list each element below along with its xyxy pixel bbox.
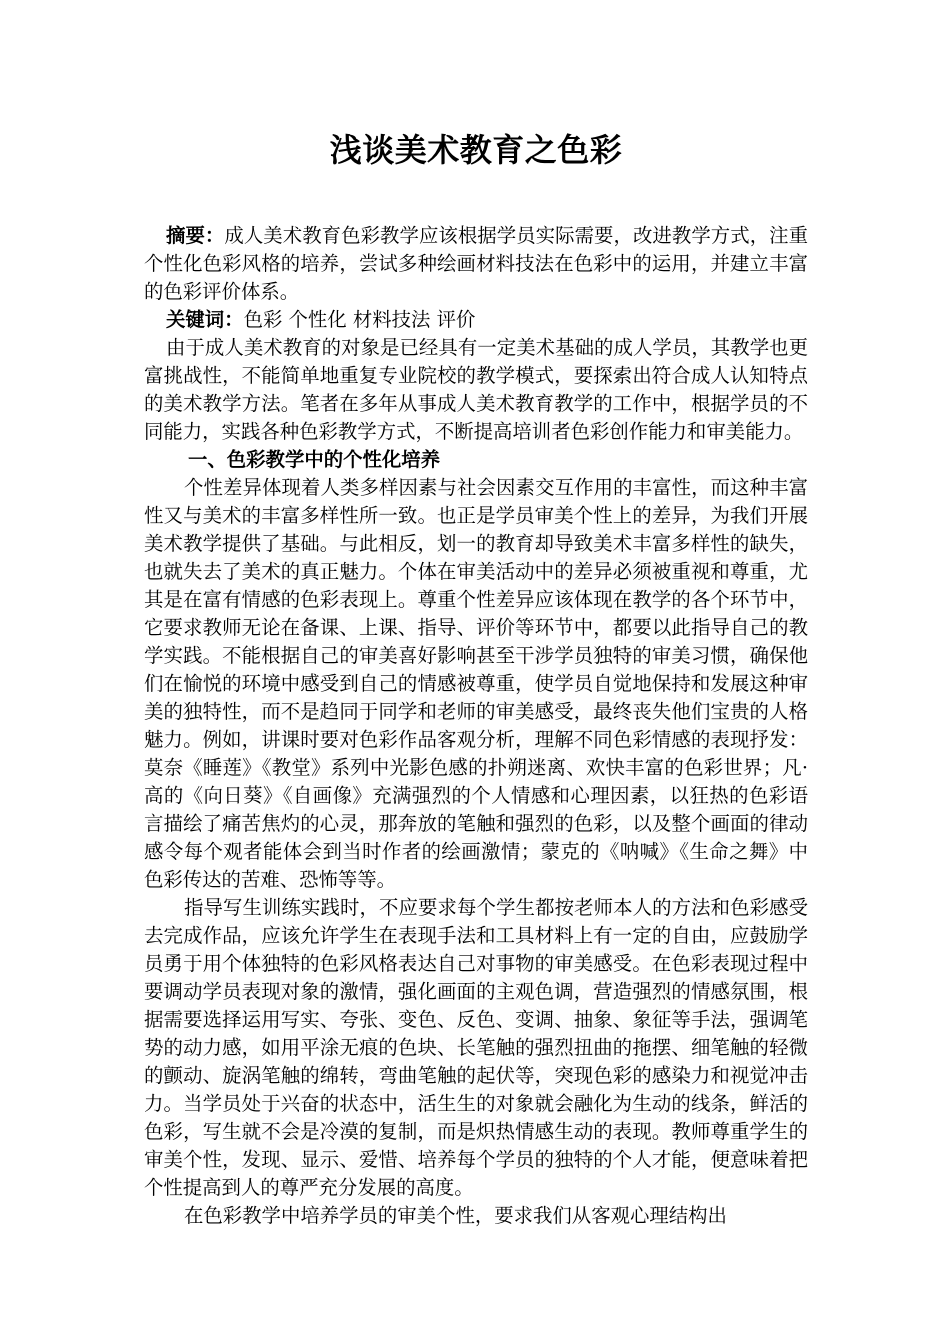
document-body (144, 222, 808, 1230)
document-title: 浅谈美术教育之色彩 (329, 131, 623, 169)
abstract-text: 成人美术教育色彩教学应该根据学员实际需要，改进教学方式，注重个性化色彩风格的培养，尝试多种绘画材料技法在色彩中的运用，并建立丰富的色彩评价体系。 (144, 224, 809, 303)
body-paragraph-3: 在色彩教学中培养学员的审美个性，要求我们从客观心理结构出 (184, 1204, 727, 1227)
abstract-paragraph (144, 222, 808, 306)
keywords-text: 色彩 个性化 材料技法 评价 (243, 308, 476, 331)
body-paragraph-2: 指导写生训练实践时，不应要求每个学生都按老师本人的方法和色彩感受去完成作品，应该允许学生在表现手法和工具材料上有一定的自由，应鼓励学员勇于用个体独特的色彩风格表达自己对事物的审美感受。在色彩表现过程中要调动学员表现对象的激情，强化画面的主观色调，营造强烈的情感氛围，根据需要选择运用写实、夸张、变色、反色、变调、抽象、象征等手法，强调笔势的动力感，如用平涂无痕的色块、长笔触的强烈扭曲的拖摆、细笔触的轻微的颤动、旋涡笔触的绵转，弯曲笔触的起伏等，突现色彩的感染力和视觉冲击力。当学员处于兴奋的状态中，活生生的对象就会融化为生动的线条，鲜活的色彩，写生就不会是冷漠的复制，而是炽热情感生动的表现。教师尊重学生的审美个性，发现、显示、爱惜、培养每个学员的独特的个人才能，便意味着把个性提高到人的尊严充分发展的高度。 (144, 896, 808, 1199)
section-heading: 一、色彩教学中的个性化培养 (188, 448, 441, 471)
keywords-label: 关键词： (166, 308, 244, 331)
keywords-paragraph (144, 306, 808, 334)
body-paragraph-1: 个性差异体现着人类多样因素与社会因素交互作用的丰富性，而这种丰富性又与美术的丰富多样性所一致。也正是学员审美个性上的差异，为我们开展美术教学提供了基础。与此相反，划一的教育却导致美术丰富多样性的缺失，也就失去了美术的真正魅力。个体在审美活动中的差异必须被重视和尊重，尤其是在富有情感的色彩表现上。尊重个性差异应该体现在教学的各个环节中，它要求教师无论在备课、上课、指导、评价等环节中，都要以此指导自己的教学实践。不能根据自己的审美喜好影响甚至干涉学员独特的审美习惯，确保他们在愉悦的环境中感受到自己的情感被尊重，使学员自觉地保持和发展这种审美的独特性，而不是趋同于同学和老师的审美感受，最终丧失他们宝贵的人格魅力。例如，讲课时要对色彩作品客观分析，理解不同色彩情感的表现抒发：莫奈《睡莲》《教堂》系列中光影色感的扑朔迷离、欢快丰富的色彩世界；凡·高的《向日葵》《自画像》充满强烈的个人情感和心理因素，以狂热的色彩语言描绘了痛苦焦灼的心灵，那奔放的笔触和强烈的色彩，以及整个画面的律动感令每个观者能体会到当时作者的绘画激情；蒙克的《呐喊》《生命之舞》中色彩传达的苦难、恐怖等等。 (144, 476, 808, 891)
intro-paragraph: 由于成人美术教育的对象是已经具有一定美术基础的成人学员，其教学也更富挑战性，不能简单地重复专业院校的教学模式，要探索出符合成人认知特点的美术教学方法。笔者在多年从事成人美术教育教学的工作中，根据学员的不同能力，实践各种色彩教学方式，不断提高培训者色彩创作能力和审美能力。 (144, 336, 808, 443)
abstract-label: 摘要： (166, 224, 225, 247)
